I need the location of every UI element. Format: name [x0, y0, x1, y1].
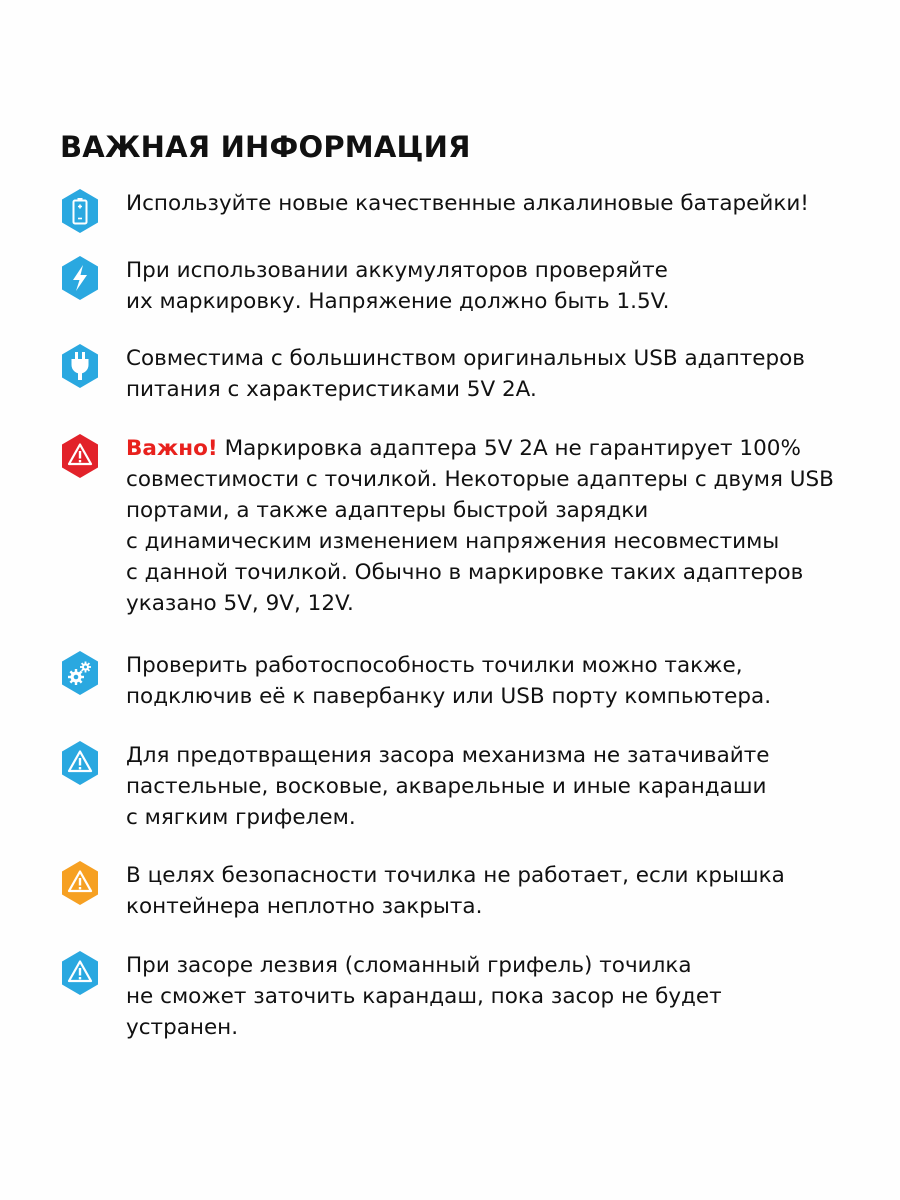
info-text: При использовании аккумуляторов проверяйте их маркировку. Напряжение должно быть 1.5V.: [126, 258, 670, 314]
important-label: Важно!: [126, 436, 218, 461]
gears-icon: [60, 650, 100, 696]
info-text: Важно! Маркировка адаптера 5V 2A не гарантирует 100% совместимости с точилкой. Некоторые адаптеры с двумя USB портами, а также адаптеры быстрой зарядки с динамическим изменением напряжения несовместимы с данной точилкой. Обычно в маркировке таких адаптеров указано 5V, 9V, 12V.: [126, 436, 834, 616]
info-text: Используйте новые качественные алкалиновые батарейки!: [126, 191, 809, 216]
info-text: Совместима с большинством оригинальных USB адаптеров питания с характеристиками 5V 2A.: [126, 346, 805, 402]
warning-red-icon: [60, 433, 100, 479]
info-text: Проверить работоспособность точилки можно также, подключив её к павербанку или USB порту компьютера.: [126, 653, 772, 709]
warning-orange-icon: [60, 860, 100, 906]
warning-blue-icon: [60, 950, 100, 996]
page-title: ВАЖНАЯ ИНФОРМАЦИЯ: [60, 130, 471, 164]
info-text: Для предотвращения засора механизма не затачивайте пастельные, восковые, акварельные и иные карандаши с мягким грифелем.: [126, 743, 770, 830]
info-text: При засоре лезвия (сломанный грифель) точилка не сможет заточить карандаш, пока засор не будет устранен.: [126, 953, 722, 1040]
plug-icon: [60, 343, 100, 389]
battery-icon: [60, 188, 100, 234]
info-text: В целях безопасности точилка не работает, если крышка контейнера неплотно закрыта.: [126, 863, 785, 919]
warning-blue-icon: [60, 740, 100, 786]
lightning-icon: [60, 255, 100, 301]
